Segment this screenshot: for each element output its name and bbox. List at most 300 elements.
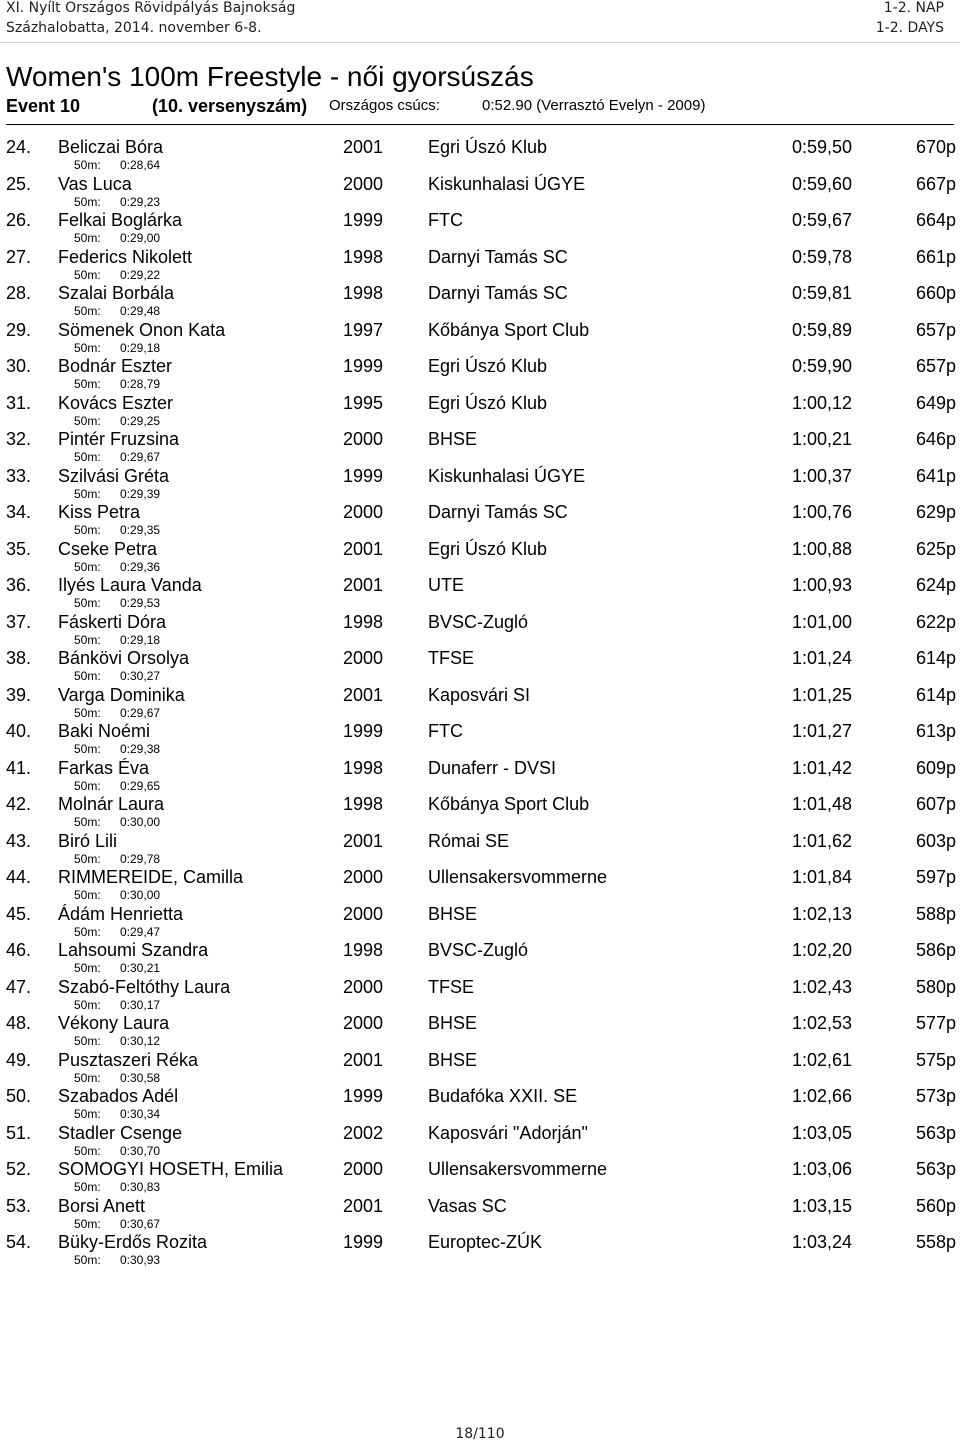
split-time	[74, 304, 160, 318]
swimmer-name: Federics Nikolett	[58, 246, 193, 267]
result-rank: 46.	[6, 940, 32, 960]
result-row	[0, 1086, 960, 1123]
result-row	[0, 466, 960, 503]
split-value: 0:29,35	[120, 523, 161, 537]
birth-year: 2000	[343, 502, 384, 522]
split-time	[74, 633, 160, 647]
fina-points: 588p	[915, 903, 956, 924]
fina-points: 660p	[915, 283, 956, 303]
fina-points: 614p	[915, 648, 956, 668]
split-label: 50m:	[74, 778, 101, 793]
final-time: 1:02,61	[791, 1049, 852, 1070]
result-rank: 38.	[6, 648, 32, 668]
split-time	[74, 998, 160, 1012]
event-title: Women's 100m Freestyle - női gyorsúszás	[6, 61, 534, 92]
meet-day-en: 1-2. DAYS	[875, 20, 944, 36]
fina-points: 580p	[915, 976, 956, 997]
club-name: Darnyi Tamás SC	[428, 502, 568, 522]
final-time: 1:00,93	[791, 575, 852, 595]
split-time	[74, 268, 160, 282]
split-label: 50m:	[74, 596, 101, 610]
final-time: 1:02,43	[791, 976, 852, 997]
fina-points: 657p	[915, 319, 956, 340]
club-name: BHSE	[428, 903, 478, 924]
split-value: 0:30,00	[120, 888, 161, 902]
result-row	[0, 1159, 960, 1196]
club-name: BVSC-Zugló	[428, 611, 529, 632]
split-label: 50m:	[74, 705, 101, 720]
split-time	[74, 852, 160, 866]
fina-points: 563p	[915, 1159, 956, 1179]
swimmer-name: Cseke Petra	[58, 538, 158, 559]
record-label: Országos csúcs:	[329, 97, 440, 114]
split-label: 50m:	[74, 486, 101, 501]
swimmer-name: Kiss Petra	[58, 502, 141, 522]
result-rank: 45.	[6, 903, 32, 924]
result-row	[0, 904, 960, 941]
swimmer-name: Pintér Fruzsina	[58, 429, 180, 449]
final-time: 1:02,20	[791, 940, 852, 960]
split-value: 0:29,39	[120, 486, 161, 501]
swimmer-name: Ádám Henrietta	[58, 903, 184, 924]
swimmer-name: Farkas Éva	[58, 757, 150, 778]
fina-points: 664p	[915, 210, 956, 230]
birth-year: 1999	[343, 356, 384, 376]
split-value: 0:29,18	[120, 340, 161, 355]
swimmer-name: Varga Dominika	[58, 684, 185, 705]
split-time	[74, 560, 160, 574]
final-time: 1:01,24	[791, 648, 852, 668]
swimmer-name: Felkai Boglárka	[58, 210, 183, 230]
split-value: 0:30,67	[120, 1216, 161, 1231]
club-name: Budafóka XXII. SE	[428, 1086, 578, 1106]
split-time	[74, 231, 160, 245]
swimmer-name: Szalai Borbála	[58, 283, 175, 303]
birth-year: 2000	[343, 1013, 384, 1033]
swimmer-name: Szilvási Gréta	[58, 465, 170, 486]
split-time	[74, 779, 160, 793]
result-rank: 27.	[6, 246, 32, 267]
club-name: Egri Úszó Klub	[428, 392, 548, 413]
result-rank: 49.	[6, 1049, 32, 1070]
swimmer-name: Szabados Adél	[58, 1086, 179, 1106]
birth-year: 2001	[343, 137, 384, 157]
club-name: FTC	[428, 721, 463, 741]
birth-year: 1999	[343, 1086, 384, 1106]
split-label: 50m:	[74, 815, 101, 829]
header-divider	[0, 42, 960, 43]
birth-year: 2000	[343, 648, 384, 668]
fina-points: 597p	[915, 867, 956, 887]
birth-year: 2000	[343, 903, 384, 924]
birth-year: 2000	[343, 1159, 384, 1179]
fina-points: 667p	[915, 173, 956, 194]
final-time: 1:03,15	[791, 1195, 852, 1216]
swimmer-name: Szabó-Feltóthy Laura	[58, 976, 231, 997]
meet-day-hu: 1-2. NAP	[883, 0, 944, 16]
split-label: 50m:	[74, 1034, 101, 1048]
birth-year: 2002	[343, 1122, 384, 1143]
final-time: 1:00,21	[791, 429, 852, 449]
split-time	[74, 195, 160, 209]
result-rank: 41.	[6, 757, 32, 778]
split-time	[74, 596, 160, 610]
club-name: Kiskunhalasi ÚGYE	[428, 465, 586, 486]
final-time: 0:59,78	[791, 246, 852, 267]
result-row	[0, 539, 960, 576]
swimmer-name: Pusztaszeri Réka	[58, 1049, 199, 1070]
fina-points: 646p	[915, 429, 956, 449]
birth-year: 1995	[343, 392, 384, 413]
club-name: Kőbánya Sport Club	[428, 319, 590, 340]
event-info	[6, 96, 954, 118]
swimmer-name: SOMOGYI HOSETH, Emilia	[58, 1159, 284, 1179]
result-rank: 53.	[6, 1195, 32, 1216]
final-time: 1:01,27	[791, 721, 852, 741]
final-time: 1:01,48	[791, 794, 852, 814]
split-time	[74, 669, 160, 683]
result-row	[0, 867, 960, 904]
final-time: 1:02,66	[791, 1086, 852, 1106]
final-time: 1:00,37	[791, 465, 852, 486]
birth-year: 1998	[343, 246, 384, 267]
club-name: Kiskunhalasi ÚGYE	[428, 173, 586, 194]
fina-points: 661p	[915, 246, 956, 267]
split-label: 50m:	[74, 523, 101, 537]
final-time: 0:59,81	[791, 283, 852, 303]
swimmer-name: Baki Noémi	[58, 721, 151, 741]
club-name: BVSC-Zugló	[428, 940, 529, 960]
result-row	[0, 247, 960, 284]
event-number-hu: (10. versenyszám)	[152, 96, 308, 116]
split-value: 0:29,47	[120, 924, 161, 939]
split-value: 0:30,00	[120, 815, 161, 829]
result-rank: 28.	[6, 283, 32, 303]
fina-points: 563p	[915, 1122, 956, 1143]
club-name: Darnyi Tamás SC	[428, 246, 568, 267]
swimmer-name: Bánkövi Orsolya	[58, 648, 190, 668]
birth-year: 2000	[343, 867, 384, 887]
final-time: 1:01,00	[791, 611, 852, 632]
club-name: Egri Úszó Klub	[428, 137, 548, 157]
split-value: 0:29,78	[120, 851, 161, 866]
result-rank: 42.	[6, 794, 32, 814]
split-label: 50m:	[74, 1107, 101, 1121]
swimmer-name: Borsi Anett	[58, 1195, 146, 1216]
fina-points: 649p	[915, 392, 956, 413]
split-label: 50m:	[74, 450, 101, 464]
record-value: 0:52.90 (Verrasztó Evelyn - 2009)	[482, 97, 706, 114]
result-rank: 30.	[6, 356, 32, 376]
club-name: TFSE	[428, 976, 475, 997]
split-time	[74, 888, 160, 902]
final-time: 1:00,76	[791, 502, 852, 522]
swimmer-name: Kovács Eszter	[58, 392, 174, 413]
split-label: 50m:	[74, 997, 101, 1012]
club-name: Ullensakersvommerne	[428, 1159, 608, 1179]
result-rank: 50.	[6, 1086, 32, 1106]
club-name: FTC	[428, 210, 463, 230]
result-row	[0, 137, 960, 174]
split-label: 50m:	[74, 559, 101, 574]
club-name: Dunaferr - DVSI	[428, 757, 557, 778]
swimmer-name: Vékony Laura	[58, 1013, 170, 1033]
result-row	[0, 977, 960, 1014]
swimmer-name: RIMMEREIDE, Camilla	[58, 867, 244, 887]
split-value: 0:29,22	[120, 267, 161, 282]
final-time: 1:03,06	[791, 1159, 852, 1179]
result-row	[0, 502, 960, 539]
result-row	[0, 1013, 960, 1050]
swimmer-name: Lahsoumi Szandra	[58, 940, 209, 960]
result-row	[0, 612, 960, 649]
fina-points: 624p	[915, 575, 956, 595]
club-name: Kaposvári SI	[428, 684, 531, 705]
final-time: 1:00,12	[791, 392, 852, 413]
split-label: 50m:	[74, 669, 101, 683]
split-time	[74, 450, 160, 464]
result-rank: 52.	[6, 1159, 32, 1179]
birth-year: 1997	[343, 319, 384, 340]
birth-year: 2000	[343, 173, 384, 194]
swimmer-name: Biró Lili	[58, 830, 118, 851]
club-name: Vasas SC	[428, 1195, 507, 1216]
club-name: Ullensakersvommerne	[428, 867, 608, 887]
final-time: 0:59,60	[791, 173, 852, 194]
birth-year: 2001	[343, 830, 384, 851]
split-value: 0:30,83	[120, 1180, 161, 1194]
result-rank: 32.	[6, 429, 32, 449]
fina-points: 625p	[915, 538, 956, 559]
birth-year: 2001	[343, 684, 384, 705]
fina-points: 657p	[915, 356, 956, 376]
results-list	[0, 137, 960, 1269]
split-time	[74, 815, 160, 829]
swimmer-name: Beliczai Bóra	[58, 137, 164, 157]
split-value: 0:30,58	[120, 1070, 161, 1085]
result-rank: 47.	[6, 976, 32, 997]
club-name: UTE	[428, 575, 464, 595]
split-value: 0:29,18	[120, 632, 161, 647]
split-time	[74, 1034, 160, 1048]
swimmer-name: Ilyés Laura Vanda	[58, 575, 202, 595]
split-time	[74, 1217, 160, 1231]
split-time	[74, 1253, 160, 1267]
split-label: 50m:	[74, 194, 101, 209]
birth-year: 1998	[343, 757, 384, 778]
split-label: 50m:	[74, 304, 101, 318]
swimmer-name: Sömenek Onon Kata	[58, 319, 226, 340]
club-name: BHSE	[428, 1049, 478, 1070]
final-time: 1:00,88	[791, 538, 852, 559]
split-value: 0:29,53	[120, 596, 161, 610]
final-time: 0:59,89	[791, 319, 852, 340]
birth-year: 2000	[343, 429, 384, 449]
split-value: 0:30,21	[120, 961, 161, 975]
club-name: BHSE	[428, 429, 478, 449]
split-value: 0:30,17	[120, 997, 161, 1012]
birth-year: 2000	[343, 976, 384, 997]
club-name: BHSE	[428, 1013, 478, 1033]
final-time: 0:59,90	[791, 356, 852, 376]
meet-location-date: Százhalobatta, 2014. november 6-8.	[6, 20, 262, 36]
split-label: 50m:	[74, 340, 101, 355]
club-name: Darnyi Tamás SC	[428, 283, 568, 303]
fina-points: 577p	[915, 1013, 956, 1033]
split-value: 0:29,38	[120, 742, 161, 756]
result-row	[0, 721, 960, 758]
result-row	[0, 575, 960, 612]
result-rank: 37.	[6, 611, 32, 632]
split-value: 0:30,34	[120, 1107, 161, 1121]
birth-year: 2001	[343, 575, 384, 595]
split-label: 50m:	[74, 961, 101, 975]
result-rank: 54.	[6, 1232, 32, 1252]
result-row	[0, 393, 960, 430]
result-rank: 24.	[6, 137, 32, 157]
split-label: 50m:	[74, 851, 101, 866]
fina-points: 629p	[915, 502, 956, 522]
split-time	[74, 706, 160, 720]
split-value: 0:29,25	[120, 413, 161, 428]
split-label: 50m:	[74, 742, 101, 756]
result-rank: 43.	[6, 830, 32, 851]
swimmer-name: Molnár Laura	[58, 794, 165, 814]
club-name: Római SE	[428, 830, 510, 851]
split-time	[74, 1180, 160, 1194]
split-time	[74, 1071, 160, 1085]
split-value: 0:29,00	[120, 231, 161, 245]
result-rank: 36.	[6, 575, 32, 595]
final-time: 1:01,25	[791, 684, 852, 705]
birth-year: 2001	[343, 538, 384, 559]
split-time	[74, 158, 160, 172]
result-rank: 31.	[6, 392, 32, 413]
split-value: 0:28,64	[120, 158, 161, 172]
result-row	[0, 356, 960, 393]
final-time: 0:59,67	[791, 210, 852, 230]
result-row	[0, 174, 960, 211]
split-value: 0:29,48	[120, 304, 161, 318]
fina-points: 575p	[915, 1049, 956, 1070]
split-label: 50m:	[74, 888, 101, 902]
result-rank: 35.	[6, 538, 32, 559]
birth-year: 1999	[343, 721, 384, 741]
swimmer-name: Vas Luca	[58, 173, 132, 194]
birth-year: 1999	[343, 1232, 384, 1252]
split-label: 50m:	[74, 413, 101, 428]
split-label: 50m:	[74, 1180, 101, 1194]
fina-points: 560p	[915, 1195, 956, 1216]
result-row	[0, 210, 960, 247]
split-time	[74, 1107, 160, 1121]
final-time: 1:01,42	[791, 757, 852, 778]
split-value: 0:30,93	[120, 1253, 161, 1267]
fina-points: 607p	[915, 794, 956, 814]
fina-points: 573p	[915, 1086, 956, 1106]
page-number: 18/110	[455, 1426, 505, 1442]
birth-year: 1998	[343, 611, 384, 632]
result-rank: 29.	[6, 319, 32, 340]
result-row	[0, 1232, 960, 1269]
result-row	[0, 685, 960, 722]
club-name: Egri Úszó Klub	[428, 356, 548, 376]
result-row	[0, 320, 960, 357]
split-label: 50m:	[74, 1143, 101, 1158]
result-row	[0, 648, 960, 685]
final-time: 1:02,53	[791, 1013, 852, 1033]
fina-points: 603p	[915, 830, 956, 851]
fina-points: 609p	[915, 757, 956, 778]
final-time: 1:01,62	[791, 830, 852, 851]
result-row	[0, 1050, 960, 1087]
result-rank: 26.	[6, 210, 32, 230]
club-name: Kőbánya Sport Club	[428, 794, 590, 814]
split-label: 50m:	[74, 1216, 101, 1231]
final-time: 1:01,84	[791, 867, 852, 887]
club-name: Kaposvári "Adorján"	[428, 1122, 588, 1143]
birth-year: 1998	[343, 283, 384, 303]
split-label: 50m:	[74, 632, 101, 647]
result-row	[0, 794, 960, 831]
final-time: 1:03,24	[791, 1232, 852, 1252]
split-time	[74, 377, 160, 391]
final-time: 1:02,13	[791, 903, 852, 924]
split-label: 50m:	[74, 1070, 101, 1085]
split-value: 0:30,70	[120, 1143, 161, 1158]
fina-points: 613p	[915, 721, 956, 741]
result-rank: 34.	[6, 502, 32, 522]
birth-year: 1999	[343, 210, 384, 230]
result-row	[0, 758, 960, 795]
result-rank: 25.	[6, 173, 32, 194]
split-time	[74, 742, 160, 756]
split-value: 0:28,79	[120, 377, 161, 391]
split-label: 50m:	[74, 377, 101, 391]
split-label: 50m:	[74, 231, 101, 245]
result-row	[0, 831, 960, 868]
swimmer-name: Fáskerti Dóra	[58, 611, 167, 632]
split-label: 50m:	[74, 1253, 101, 1267]
fina-points: 622p	[915, 611, 956, 632]
fina-points: 586p	[915, 940, 956, 960]
split-time	[74, 487, 160, 501]
result-row	[0, 1123, 960, 1160]
split-label: 50m:	[74, 158, 101, 172]
split-time	[74, 341, 160, 355]
birth-year: 2001	[343, 1195, 384, 1216]
fina-points: 558p	[915, 1232, 956, 1252]
result-rank: 40.	[6, 721, 32, 741]
result-rank: 33.	[6, 465, 32, 486]
result-row	[0, 940, 960, 977]
meet-title: XI. Nyílt Országos Rövidpályás Bajnokság	[6, 0, 296, 16]
final-time: 1:03,05	[791, 1122, 852, 1143]
split-time	[74, 414, 160, 428]
split-value: 0:29,23	[120, 194, 161, 209]
birth-year: 1998	[343, 940, 384, 960]
split-time	[74, 961, 160, 975]
split-value: 0:30,27	[120, 669, 161, 683]
split-value: 0:29,36	[120, 559, 161, 574]
swimmer-name: Bodnár Eszter	[58, 356, 173, 376]
fina-points: 614p	[915, 684, 956, 705]
club-name: TFSE	[428, 648, 475, 668]
swimmer-name: Stadler Csenge	[58, 1122, 183, 1143]
birth-year: 1999	[343, 465, 384, 486]
split-time	[74, 1144, 160, 1158]
birth-year: 2001	[343, 1049, 384, 1070]
